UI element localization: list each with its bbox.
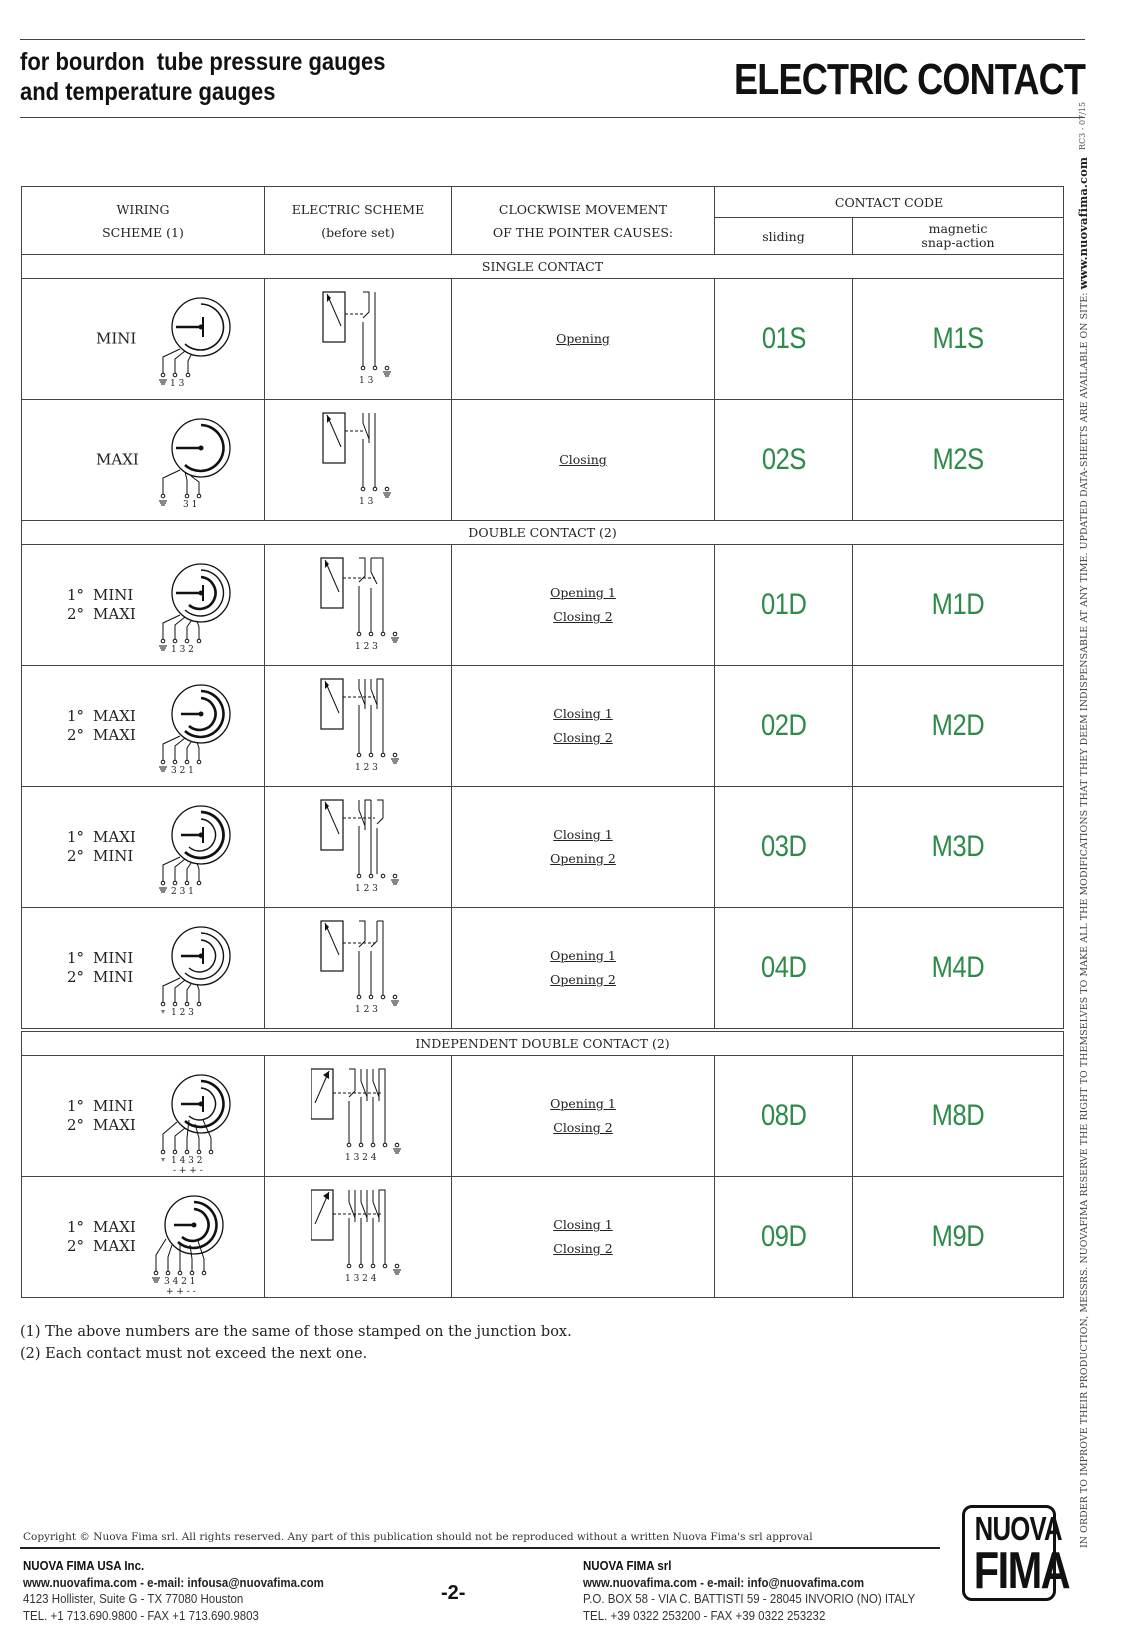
usa-contact-link[interactable]: www.nuovafima.com - e-mail: infousa@nuovafima.com (23, 1575, 324, 1590)
document-subtitle: for bourdon tube pressure gauges and temperature gauges (20, 48, 386, 106)
header-wiring-scheme: WIRING SCHEME (1) (22, 187, 265, 255)
usa-address: 4123 Hollister, Suite G - TX 77080 Houston (23, 1592, 244, 1606)
table-row (22, 1177, 1064, 1298)
magnetic-code: M1S (853, 279, 1064, 400)
sliding-code: 02S (715, 400, 853, 521)
magnetic-code: M9D (853, 1177, 1064, 1298)
movement-cell: Closing 1 Closing 2 (452, 1177, 715, 1298)
sliding-code: 01D (715, 545, 853, 666)
scheme-terminal-numbers: 1 2 3 (355, 884, 378, 894)
side-website-link[interactable]: www.nuovafima.com (1076, 156, 1090, 290)
terminal-numbers: 3 4 2 1 (164, 1277, 196, 1287)
terminal-numbers: 1 3 (170, 379, 185, 389)
scheme-terminal-numbers: 1 2 3 (355, 642, 378, 652)
magnetic-code: M3D (853, 787, 1064, 908)
terminal-polarity: + + - - (166, 1287, 196, 1297)
terminal-numbers: 1 4 3 2 (171, 1156, 203, 1166)
wiring-cell (22, 400, 265, 521)
footnotes (20, 1321, 572, 1365)
sliding-code: 01S (715, 279, 853, 400)
gauge-labels: 1° MAXI 2° MAXI (67, 1218, 136, 1255)
gauge-labels: 1° MINI 2° MAXI (67, 586, 136, 623)
section-double-contact: DOUBLE CONTACT (2) (22, 521, 1064, 545)
footnote-2: (2) Each contact must not exceed the next one. (20, 1346, 368, 1362)
electric-scheme-diagram (311, 1065, 451, 1169)
copyright-notice: Copyright © Nuova Fima srl. All rights reserved. Any part of this publication should not be reproduced without a written Nuova Fima's srl approval (23, 1531, 813, 1543)
magnetic-code: M2S (853, 400, 1064, 521)
side-disclaimer: IN ORDER TO IMPROVE THEIR PRODUCTION, MESSRS. NUOVAFIMA RESERVE THE RIGHT TO THEMSELVES TO MAKE ALL THE MODIFICATIONS THAT THEY DEEM INDISPENSABLE AT ANY TIME. UPDATED DATA-SHEETS ARE AVAILABLE ON SITE: www.nuovafima.com (1076, 156, 1090, 1548)
table-row (22, 787, 1064, 908)
header-electric-scheme: ELECTRIC SCHEME (before set) (265, 187, 452, 255)
wiring-cell (22, 908, 265, 1029)
electric-scheme-diagram (319, 409, 451, 513)
sliding-code: 09D (715, 1177, 853, 1298)
gauge-labels: MAXI (96, 450, 139, 469)
wiring-diagram (159, 916, 239, 1025)
usa-company-name: NUOVA FIMA USA Inc. (23, 1559, 145, 1573)
terminal-numbers: 1 2 3 (171, 1008, 194, 1018)
sliding-code: 08D (715, 1056, 853, 1177)
nuova-fima-logo: NUOVA FIMA (962, 1505, 1056, 1601)
electric-scheme-cell (265, 666, 452, 787)
movement-cell: Closing (452, 400, 715, 521)
footer-rule (20, 1547, 940, 1549)
electric-scheme-diagram (319, 917, 451, 1021)
table-row (22, 666, 1064, 787)
usa-address-block (23, 1558, 324, 1624)
top-rule (20, 39, 1085, 40)
wiring-cell (22, 545, 265, 666)
header-magnetic: magnetic snap-action (853, 218, 1064, 255)
gauge-labels: MINI (96, 329, 137, 348)
movement-cell: Closing 1 Opening 2 (452, 787, 715, 908)
electric-scheme-diagram (319, 675, 451, 779)
italy-address-block (583, 1558, 915, 1624)
movement-cell: Opening (452, 279, 715, 400)
footnote-1: (1) The above numbers are the same of those stamped on the junction box. (20, 1324, 572, 1340)
sliding-code: 04D (715, 908, 853, 1029)
page-title: ELECTRIC CONTACT (734, 55, 1085, 104)
page-number: -2- (441, 1582, 466, 1604)
section-independent-double-contact: INDEPENDENT DOUBLE CONTACT (2) (22, 1032, 1064, 1056)
electric-scheme-cell (265, 545, 452, 666)
wiring-diagram (159, 408, 239, 517)
table-row (22, 545, 1064, 666)
gauge-labels: 1° MAXI 2° MINI (67, 828, 136, 865)
magnetic-code: M1D (853, 545, 1064, 666)
terminal-numbers: 3 1 (183, 500, 198, 510)
wiring-diagram (152, 1185, 232, 1304)
header-movement: CLOCKWISE MOVEMENT OF THE POINTER CAUSES: (452, 187, 715, 255)
table-row (22, 400, 1064, 521)
electric-scheme-cell (265, 787, 452, 908)
wiring-cell (22, 1056, 265, 1177)
electric-scheme-cell (265, 400, 452, 521)
scheme-terminal-numbers: 1 2 3 (355, 1005, 378, 1015)
italy-contact-link[interactable]: www.nuovafima.com - e-mail: info@nuovafima.com (583, 1575, 865, 1590)
electric-scheme-cell (265, 279, 452, 400)
electric-scheme-diagram (319, 554, 451, 658)
gauge-labels: 1° MAXI 2° MAXI (67, 707, 136, 744)
electric-scheme-diagram (319, 288, 451, 392)
sliding-code: 02D (715, 666, 853, 787)
italy-phone: TEL. +39 0322 253200 - FAX +39 0322 253232 (583, 1608, 826, 1623)
document-code: RC3 - 07/15 (1078, 101, 1087, 150)
wiring-cell (22, 666, 265, 787)
wiring-diagram (159, 674, 239, 783)
header-sliding: sliding (715, 218, 853, 255)
table-row (22, 279, 1064, 400)
terminal-numbers: 2 3 1 (171, 887, 194, 897)
magnetic-code: M8D (853, 1056, 1064, 1177)
contact-table (21, 186, 1064, 1298)
wiring-diagram (159, 287, 239, 396)
table-row (22, 908, 1064, 1029)
terminal-numbers: 1 3 2 (171, 645, 194, 655)
movement-cell: Opening 1 Opening 2 (452, 908, 715, 1029)
wiring-cell (22, 279, 265, 400)
scheme-terminal-numbers: 1 3 (359, 376, 374, 386)
magnetic-code: M4D (853, 908, 1064, 1029)
electric-scheme-cell (265, 908, 452, 1029)
movement-cell: Opening 1 Closing 2 (452, 1056, 715, 1177)
sliding-code: 03D (715, 787, 853, 908)
wiring-diagram (159, 1064, 239, 1183)
header-contact-code: CONTACT CODE (715, 187, 1064, 218)
header-rule (20, 117, 1085, 118)
wiring-diagram (159, 795, 239, 904)
magnetic-code: M2D (853, 666, 1064, 787)
gauge-labels: 1° MINI 2° MINI (67, 949, 134, 986)
electric-scheme-cell (265, 1056, 452, 1177)
scheme-terminal-numbers: 1 3 2 4 (345, 1274, 377, 1284)
wiring-cell (22, 787, 265, 908)
section-single-contact: SINGLE CONTACT (22, 255, 1064, 279)
electric-scheme-cell (265, 1177, 452, 1298)
gauge-labels: 1° MINI 2° MAXI (67, 1097, 136, 1134)
wiring-diagram (159, 553, 239, 662)
movement-cell: Opening 1 Closing 2 (452, 545, 715, 666)
wiring-cell (22, 1177, 265, 1298)
electric-scheme-diagram (319, 796, 451, 900)
italy-address: P.O. BOX 58 - VIA C. BATTISTI 59 - 28045 INVORIO (NO) ITALY (583, 1592, 916, 1606)
electric-scheme-diagram (311, 1186, 451, 1290)
scheme-terminal-numbers: 1 3 2 4 (345, 1153, 377, 1163)
terminal-numbers: 3 2 1 (171, 766, 194, 776)
usa-phone: TEL. +1 713.690.9800 - FAX +1 713.690.9803 (23, 1608, 259, 1623)
scheme-terminal-numbers: 1 3 (359, 497, 374, 507)
movement-cell: Closing 1 Closing 2 (452, 666, 715, 787)
italy-company-name: NUOVA FIMA srl (583, 1559, 672, 1573)
terminal-polarity: - + + - (173, 1166, 203, 1176)
scheme-terminal-numbers: 1 2 3 (355, 763, 378, 773)
table-row (22, 1056, 1064, 1177)
